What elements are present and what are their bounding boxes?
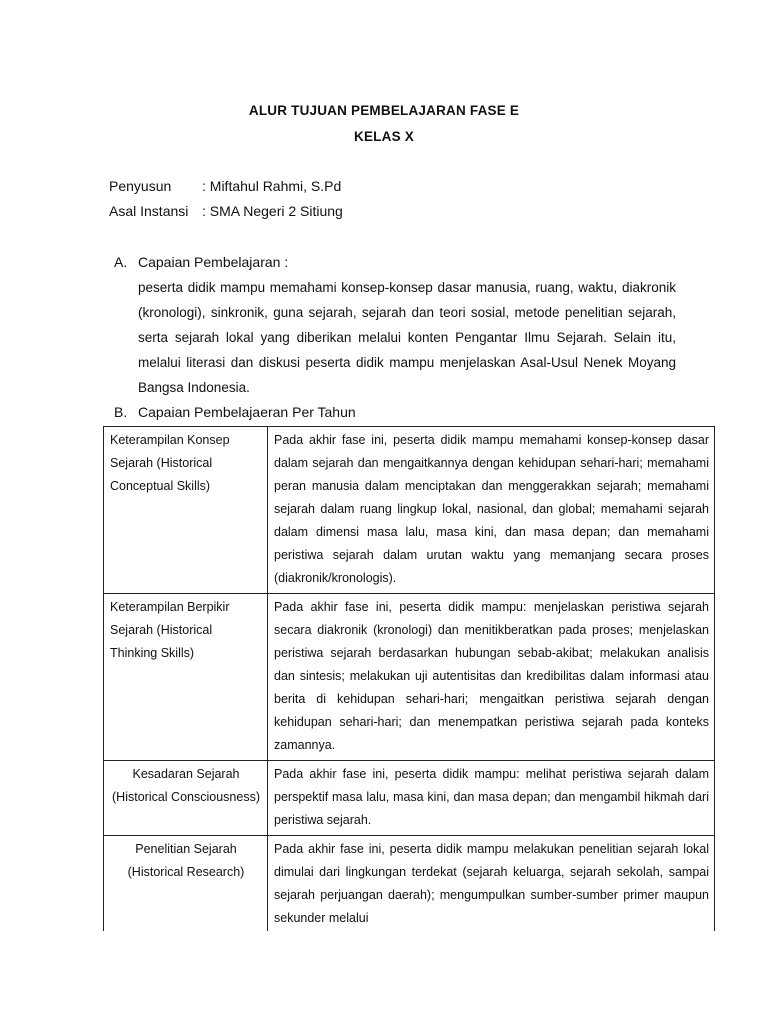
element-cell: Keterampilan Konsep Sejarah (Historical Conceptual Skills) [104,427,268,594]
institution-value: : SMA Negeri 2 Sitiung [202,203,343,219]
section-b-title: Capaian Pembelajaeran Per Tahun [138,404,356,420]
outcome-table [103,426,715,931]
table-row [104,836,715,932]
element-cell: Penelitian Sejarah (Historical Research) [104,836,268,932]
element-cell: Kesadaran Sejarah (Historical Consciousness) [104,761,268,836]
section-a-paragraph [138,275,676,400]
document-subtitle: KELAS X [354,129,414,144]
document-title: ALUR TUJUAN PEMBELAJARAN FASE E [248,103,520,118]
element-cell: Keterampilan Berpikir Sejarah (Historical Thinking Skills) [104,594,268,761]
description-cell: Pada akhir fase ini, peserta didik mampu melakukan penelitian sejarah lokal dimulai dari lingkungan terdekat (sejarah keluarga, sejarah sekolah, sampai sejarah perjuangan daerah); mengumpulkan sumber-sumber primer maupun sekunder melalui [268,836,715,932]
section-b-letter: B. [114,404,128,420]
table-row [104,761,715,836]
institution-row [109,203,343,219]
table-row [104,594,715,761]
author-row [109,178,341,194]
description-cell: Pada akhir fase ini, peserta didik mampu: menjelaskan peristiwa sejarah secara diakronik (kronologi) dan menitikberatkan pada proses; menjelaskan peristiwa sejarah berdasarkan hubungan sebab-akibat; melakukan analisis dan sintesis; melakukan uji autentisitas dan kredibilitas dalam informasi atau berita di kehidupan sehari-hari; mengaitkan peristiwa sejarah dengan kehidupan sehari-hari; dan menempatkan peristiwa sejarah pada konteks zamannya. [268,594,715,761]
section-b-heading [114,404,356,420]
section-a-letter: A. [114,254,128,270]
description-cell: Pada akhir fase ini, peserta didik mampu memahami konsep-konsep dasar dalam sejarah dan mengaitkannya dengan kehidupan sehari-hari; memahami peran manusia dalam menciptakan dan menggerakkan sejarah; memahami sejarah dalam ruang lingkup lokal, nasional, dan global; memahami sejarah dalam dimensi masa lalu, masa kini, dan masa depan; dan memahami peristiwa sejarah dalam urutan waktu yang memanjang secara proses (diakronik/kronologis). [268,427,715,594]
table-row [104,427,715,594]
description-cell: Pada akhir fase ini, peserta didik mampu: melihat peristiwa sejarah dalam perspektif masa lalu, masa kini, dan masa depan; dan mengambil hikmah dari peristiwa sejarah. [268,761,715,836]
section-a-title: Capaian Pembelajaran : [138,254,289,270]
author-value: : Miftahul Rahmi, S.Pd [202,178,342,194]
section-a-heading [114,254,288,270]
institution-label: Asal Instansi [109,203,189,219]
author-label: Penyusun [109,178,172,194]
learning-outcome-text: peserta didik mampu memahami konsep-konsep dasar manusia, ruang, waktu, diakronik (kronologi), sinkronik, guna sejarah, sejarah dan teori sosial, metode penelitian sejarah, serta sejarah lokal yang diberikan melalui konten Pengantar Ilmu Sejarah. Selain itu, melalui literasi dan diskusi peserta didik mampu menjelaskan Asal-Usul Nenek Moyang Bangsa Indonesia. [138,280,676,395]
